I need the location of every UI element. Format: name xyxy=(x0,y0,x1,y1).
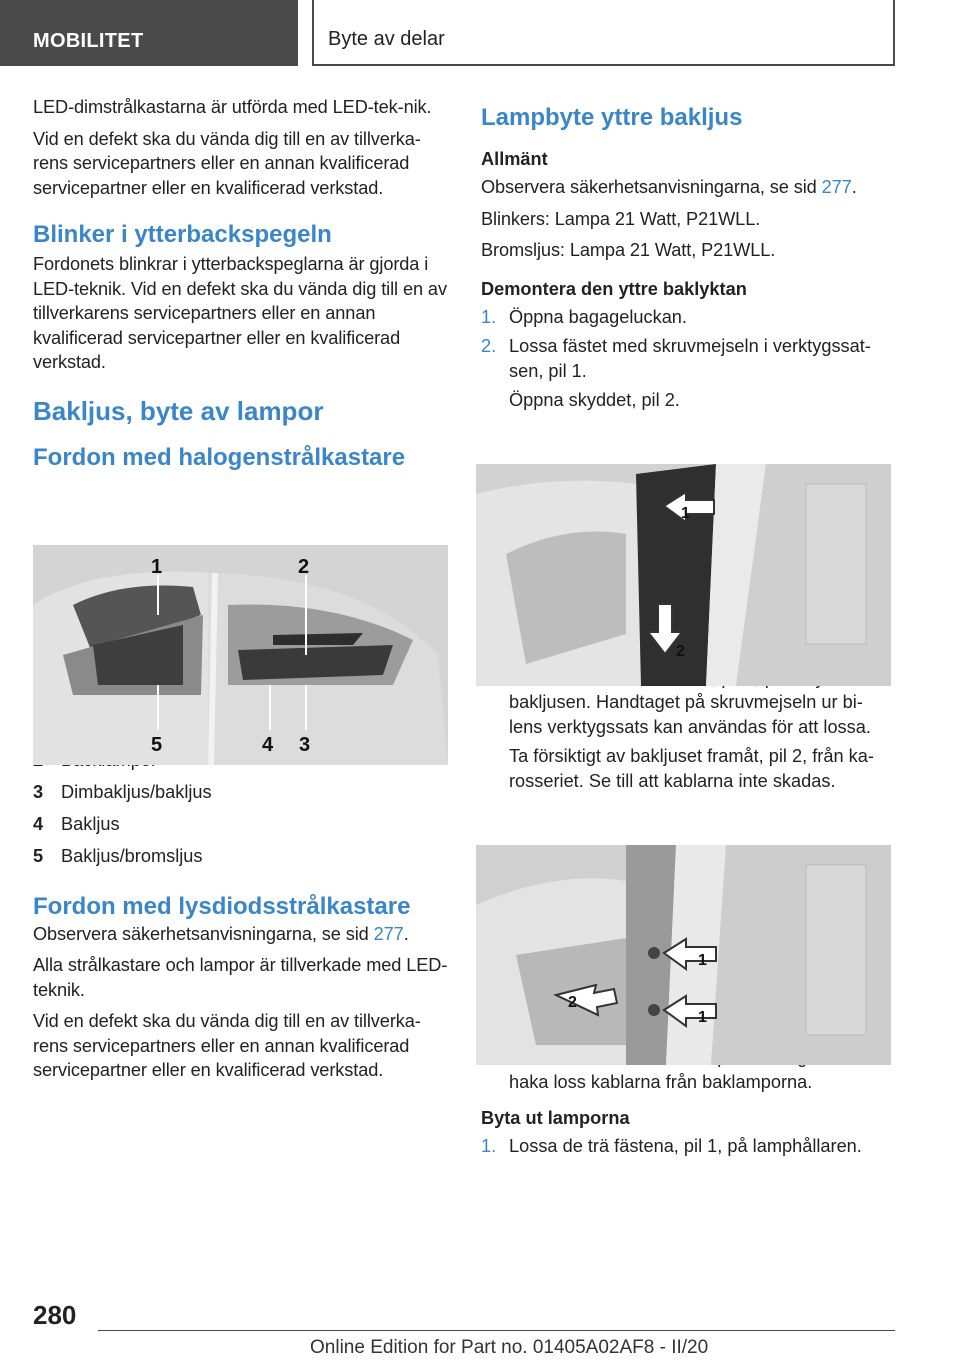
nuts-illustration xyxy=(476,845,891,1065)
taillight-figure xyxy=(33,545,448,765)
trunk-cover-illustration xyxy=(476,464,891,686)
taillight-illustration xyxy=(33,545,448,765)
footer-divider xyxy=(98,1330,895,1331)
heading-replace: Byta ut lamporna xyxy=(481,1108,630,1128)
heading-rear-lights: Bakljus, byte av lampor xyxy=(33,395,324,426)
figure-label: 1 xyxy=(698,952,707,969)
step-item: haka loss kablarna från baklamporna. xyxy=(509,1071,813,1092)
step-item: 1. Lossa de trä fästena, pil 1, på lamphållaren. xyxy=(481,1136,862,1156)
step-sub-text: Ta försiktigt av bakljuset framåt, pil 2, från ka‐rosseriet. Se till att kablarna inte skadas. xyxy=(509,746,874,791)
general-paragraph-1: Observera säkerhetsanvisningarna, se sid 277. xyxy=(481,177,857,197)
section-tab: MOBILITET xyxy=(0,0,298,66)
legend-item: 4 Bakljus xyxy=(33,813,120,834)
figure-label: 1 xyxy=(151,556,163,578)
page-number: 280 xyxy=(33,1300,77,1330)
heading-outer-taillight: Lampbyte yttre bakljus xyxy=(481,104,743,131)
trunk-cover-figure xyxy=(476,464,891,686)
figure-label: 5 xyxy=(151,734,163,756)
page-link[interactable]: 277 xyxy=(821,177,852,197)
heading-general: Allmänt xyxy=(481,149,548,169)
general-paragraph-3: Bromsljus: Lampa 21 Watt, P21WLL. xyxy=(481,240,776,260)
legend-item: 5 Bakljus/bromsljus xyxy=(33,845,203,866)
step-item: bakljusen. Handtaget på skruvmejseln ur bi‐lens verktygssats kan användas för att lossa. xyxy=(509,692,871,737)
nuts-figure xyxy=(476,845,891,1065)
heading-halogen: Fordon med halogenstrålkastare xyxy=(33,443,406,471)
figure-label: 4 xyxy=(262,734,274,756)
step-item: 2. Lossa fästet med skruvmejseln i verktygssat‐sen, pil 1. xyxy=(481,336,871,381)
general-paragraph-2: Blinkers: Lampa 21 Watt, P21WLL. xyxy=(481,208,761,229)
edition-text: Online Edition for Part no. 01405A02AF8 - II/20 xyxy=(310,1337,709,1358)
mirror-paragraph: Fordonets blinkrar i ytterbackspeglarna är gjorda i LED-teknik. Vid en defekt ska du vända dig till en av tillverkarens servicepartners eller en annan kvalificerad servicepartner eller en kvalificerad verkstad. xyxy=(33,254,447,372)
led-paragraph-3: Vid en defekt ska du vända dig till en av tillverka‐rens servicepartners eller en annan kvalificerad servicepartner eller en kvalificerad verkstad. xyxy=(33,1011,421,1080)
step-item: 1. Öppna bagageluckan. xyxy=(481,306,687,327)
led-paragraph-1: Observera säkerhetsanvisningarna, se sid 277. xyxy=(33,923,409,944)
figure-label: 2 xyxy=(298,556,310,578)
page-link[interactable]: 277 xyxy=(373,923,404,944)
heading-remove: Demontera den yttre baklyktan xyxy=(481,278,747,299)
figure-label: 2 xyxy=(568,994,577,1011)
figure-label: 1 xyxy=(681,505,690,522)
page-title: Byte av delar xyxy=(312,0,895,66)
step-sub-text: Öppna skyddet, pil 2. xyxy=(509,390,680,410)
figure-label: 3 xyxy=(299,734,311,756)
figure-label: 1 xyxy=(698,1009,707,1026)
heading-mirror-blinker: Blinker i ytterbackspegeln xyxy=(33,221,332,248)
led-paragraph-2: Alla strålkastare och lampor är tillverkade med LED-teknik. xyxy=(33,955,448,1000)
intro-paragraph-2: Vid en defekt ska du vända dig till en av tillverka‐rens servicepartners eller en annan kvalificerad servicepartner eller en kvalificerad verkstad. xyxy=(33,128,421,198)
intro-paragraph-1: LED-dimstrålkastarna är utförda med LED-tek‐nik. xyxy=(33,97,432,117)
legend-item: 3 Dimbakljus/bakljus xyxy=(33,781,212,802)
heading-led: Fordon med lysdiodsstrålkastare xyxy=(33,892,411,920)
figure-label: 2 xyxy=(676,643,685,660)
